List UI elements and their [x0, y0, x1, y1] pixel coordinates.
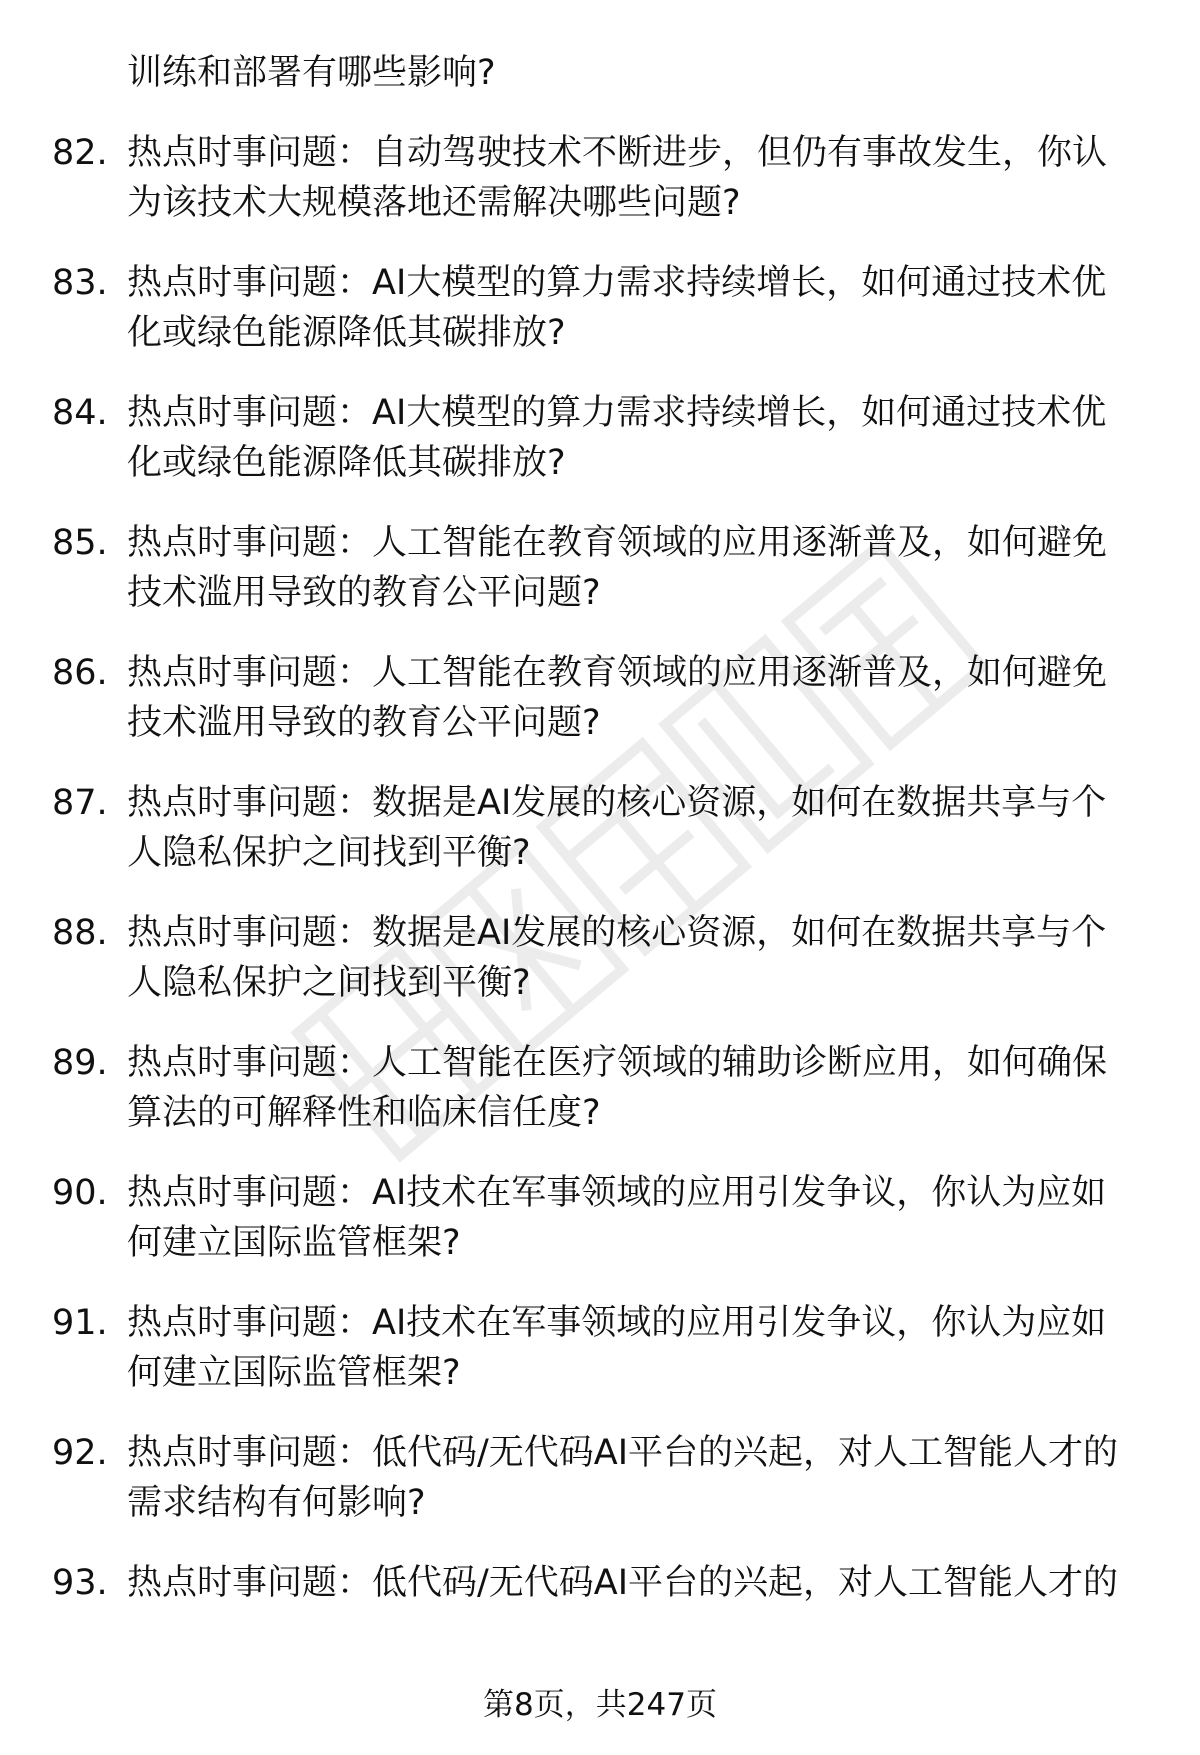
question-text-line2: 人隐私保护之间找到平衡?	[127, 833, 531, 873]
question-text-line2: 人隐私保护之间找到平衡?	[127, 963, 531, 1003]
question-text-line1: 热点时事问题：低代码/无代码AI平台的兴起，对人工智能人才的	[127, 1433, 1119, 1473]
question-text-line2: 技术滥用导致的教育公平问题?	[127, 573, 601, 613]
question-text-line1: 热点时事问题：自动驾驶技术不断进步，但仍有事故发生，你认	[127, 133, 1108, 173]
question-text-line2: 算法的可解释性和临床信任度?	[127, 1093, 601, 1133]
question-number: 82.	[52, 133, 108, 173]
question-text-line1: 热点时事问题：低代码/无代码AI平台的兴起，对人工智能人才的	[127, 1563, 1119, 1603]
question-text-line2: 需求结构有何影响?	[127, 1483, 426, 1523]
question-text-line2: 为该技术大规模落地还需解决哪些问题?	[127, 183, 741, 223]
question-number: 85.	[52, 523, 108, 563]
question-text-line2: 化或绿色能源降低其碳排放?	[127, 443, 566, 483]
question-text-line1: 热点时事问题：人工智能在教育领域的应用逐渐普及，如何避免	[127, 523, 1108, 563]
question-text-line2: 何建立国际监管框架?	[127, 1223, 461, 1263]
question-text-line1: 热点时事问题：AI技术在军事领域的应用引发争议，你认为应如	[127, 1173, 1107, 1213]
question-text-line1: 热点时事问题：数据是AI发展的核心资源，如何在数据共享与个	[127, 783, 1107, 823]
question-text-line1: 热点时事问题：AI大模型的算力需求持续增长，如何通过技术优	[127, 263, 1107, 303]
question-text-line2: 化或绿色能源降低其碳排放?	[127, 313, 566, 353]
question-text-line1: 热点时事问题：数据是AI发展的核心资源，如何在数据共享与个	[127, 913, 1107, 953]
question-number: 87.	[52, 783, 108, 823]
question-continuation: 训练和部署有哪些影响?	[127, 53, 496, 93]
question-number: 92.	[52, 1433, 108, 1473]
question-number: 84.	[52, 393, 108, 433]
question-number: 88.	[52, 913, 108, 953]
question-text-line2: 何建立国际监管框架?	[127, 1353, 461, 1393]
question-number: 86.	[52, 653, 108, 693]
question-number: 89.	[52, 1043, 108, 1083]
question-number: 83.	[52, 263, 108, 303]
question-number: 90.	[52, 1173, 108, 1213]
question-text-line1: 热点时事问题：人工智能在教育领域的应用逐渐普及，如何避免	[127, 653, 1108, 693]
question-text-line1: 热点时事问题：AI技术在军事领域的应用引发争议，你认为应如	[127, 1303, 1107, 1343]
question-text-line1: 热点时事问题：AI大模型的算力需求持续增长，如何通过技术优	[127, 393, 1107, 433]
page-footer: 第8页，共247页	[483, 1687, 717, 1723]
question-number: 91.	[52, 1303, 108, 1343]
question-text-line2: 技术滥用导致的教育公平问题?	[127, 703, 601, 743]
question-text-line1: 热点时事问题：人工智能在医疗领域的辅助诊断应用，如何确保	[127, 1043, 1108, 1083]
question-number: 93.	[52, 1563, 108, 1603]
